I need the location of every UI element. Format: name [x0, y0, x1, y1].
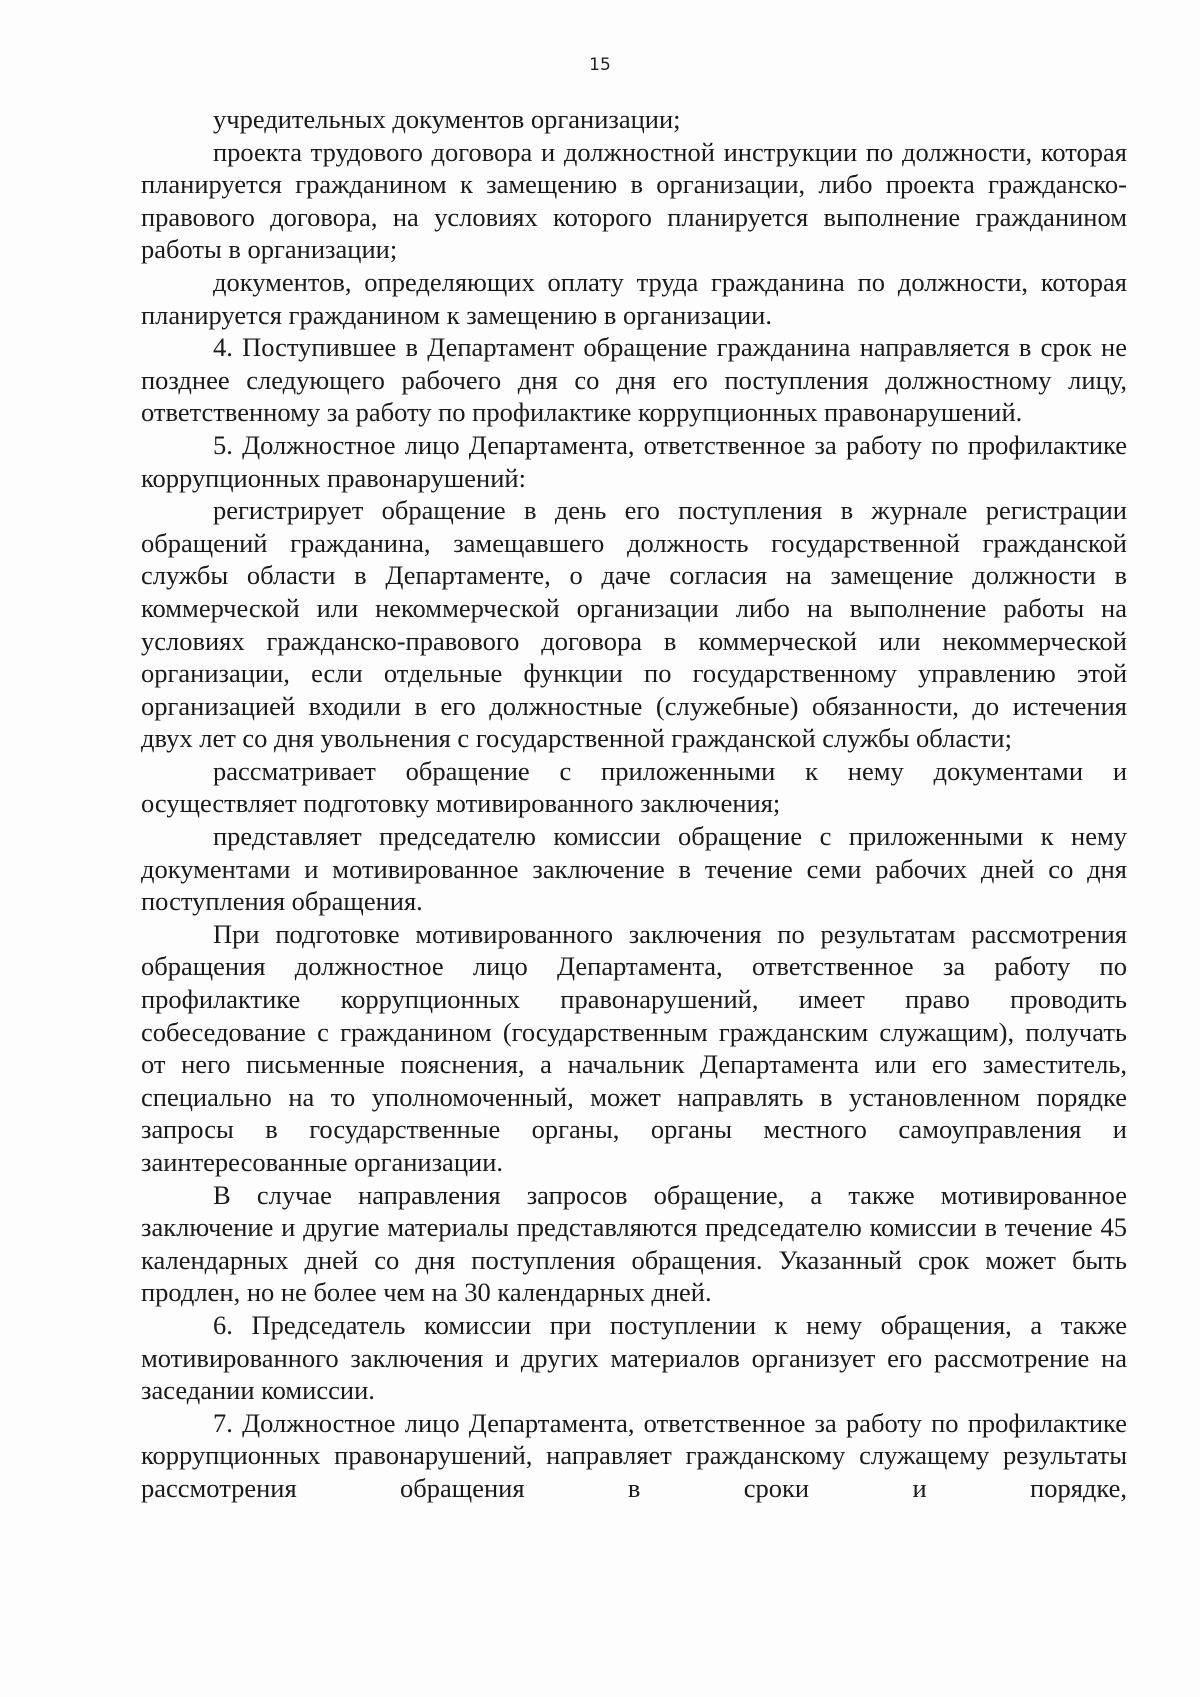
- paragraph-preparation-rights: При подготовке мотивированного заключения по результатам рассмотрения обращения должностное лицо Департамента, ответственное за работу по профилактике коррупционных правонарушений, имеет право проводить собеседование с гражданином (государственным гражданским служащим), получать от него письменные пояснения, а начальник Департамента или его заместитель, специально на то уполномоченный, может направлять в установленном порядке запросы в государственные органы, органы местного самоуправления и заинтересованные организации.: [141, 918, 1127, 1177]
- paragraph-founding-documents: учредительных документов организации;: [213, 104, 681, 134]
- paragraph-item-4: 4. Поступившее в Департамент обращение гражданина направляется в срок не позднее следующего рабочего дня со дня его поступления должностному лицу, ответственному за работу по профилактике коррупционных правонарушений.: [141, 332, 1127, 428]
- page-number: 15: [589, 55, 611, 75]
- paragraph-employment-contract-draft: проекта трудового договора и должностной инструкции по должности, которая планируется гражданином к замещению в организации, либо проекта гражданско-правового договора, на условиях которого планируется выполнение гражданином работы в организации;: [141, 136, 1127, 265]
- paragraph-submits-to-chairman: представляет председателю комиссии обращение с приложенными к нему документами и мотивированное заключение в течение семи рабочих дней со дня поступления обращения.: [141, 821, 1127, 917]
- paragraph-item-6: 6. Председатель комиссии при поступлении к нему обращения, а также мотивированного заключения и других материалов организует его рассмотрение на заседании комиссии.: [141, 1309, 1127, 1406]
- paragraph-pay-documents: документов, определяющих оплату труда гражданина по должности, которая планируется гражданином к замещению в организации.: [141, 266, 1127, 330]
- paragraph-item-5: 5. Должностное лицо Департамента, ответственное за работу по профилактике коррупционных правонарушений:: [141, 429, 1127, 493]
- paragraph-registers-request: регистрирует обращение в день его поступления в журнале регистрации обращений гражданина, замещавшего должность государственной гражданской службы области в Департаменте, о даче согласия на замещение должности в коммерческой или некоммерческой организации либо на выполнение работы на условиях гражданско-правового договора в коммерческой или некоммерческой организации, если отдельные функции по государственному управлению этой организацией входили в его должностные (служебные) обязанности, до истечения двух лет со дня увольнения с государственной гражданской службы области;: [141, 495, 1127, 754]
- paragraph-reviews-request: рассматривает обращение с приложенными к нему документами и осуществляет подготовку мотивированного заключения;: [141, 755, 1127, 819]
- paragraph-requests-deadline: В случае направления запросов обращение, а также мотивированное заключение и другие материалы представляются председателю комиссии в течение 45 календарных дней со дня поступления обращения. Указанный срок может быть продлен, но не более чем на 30 календарных дней.: [141, 1179, 1127, 1308]
- document-body: [141, 103, 1127, 1505]
- paragraph-item-7: 7. Должностное лицо Департамента, ответственное за работу по профилактике коррупционных правонарушений, направляет гражданскому служащему результаты рассмотрения обращения в сроки и порядке,: [141, 1407, 1127, 1503]
